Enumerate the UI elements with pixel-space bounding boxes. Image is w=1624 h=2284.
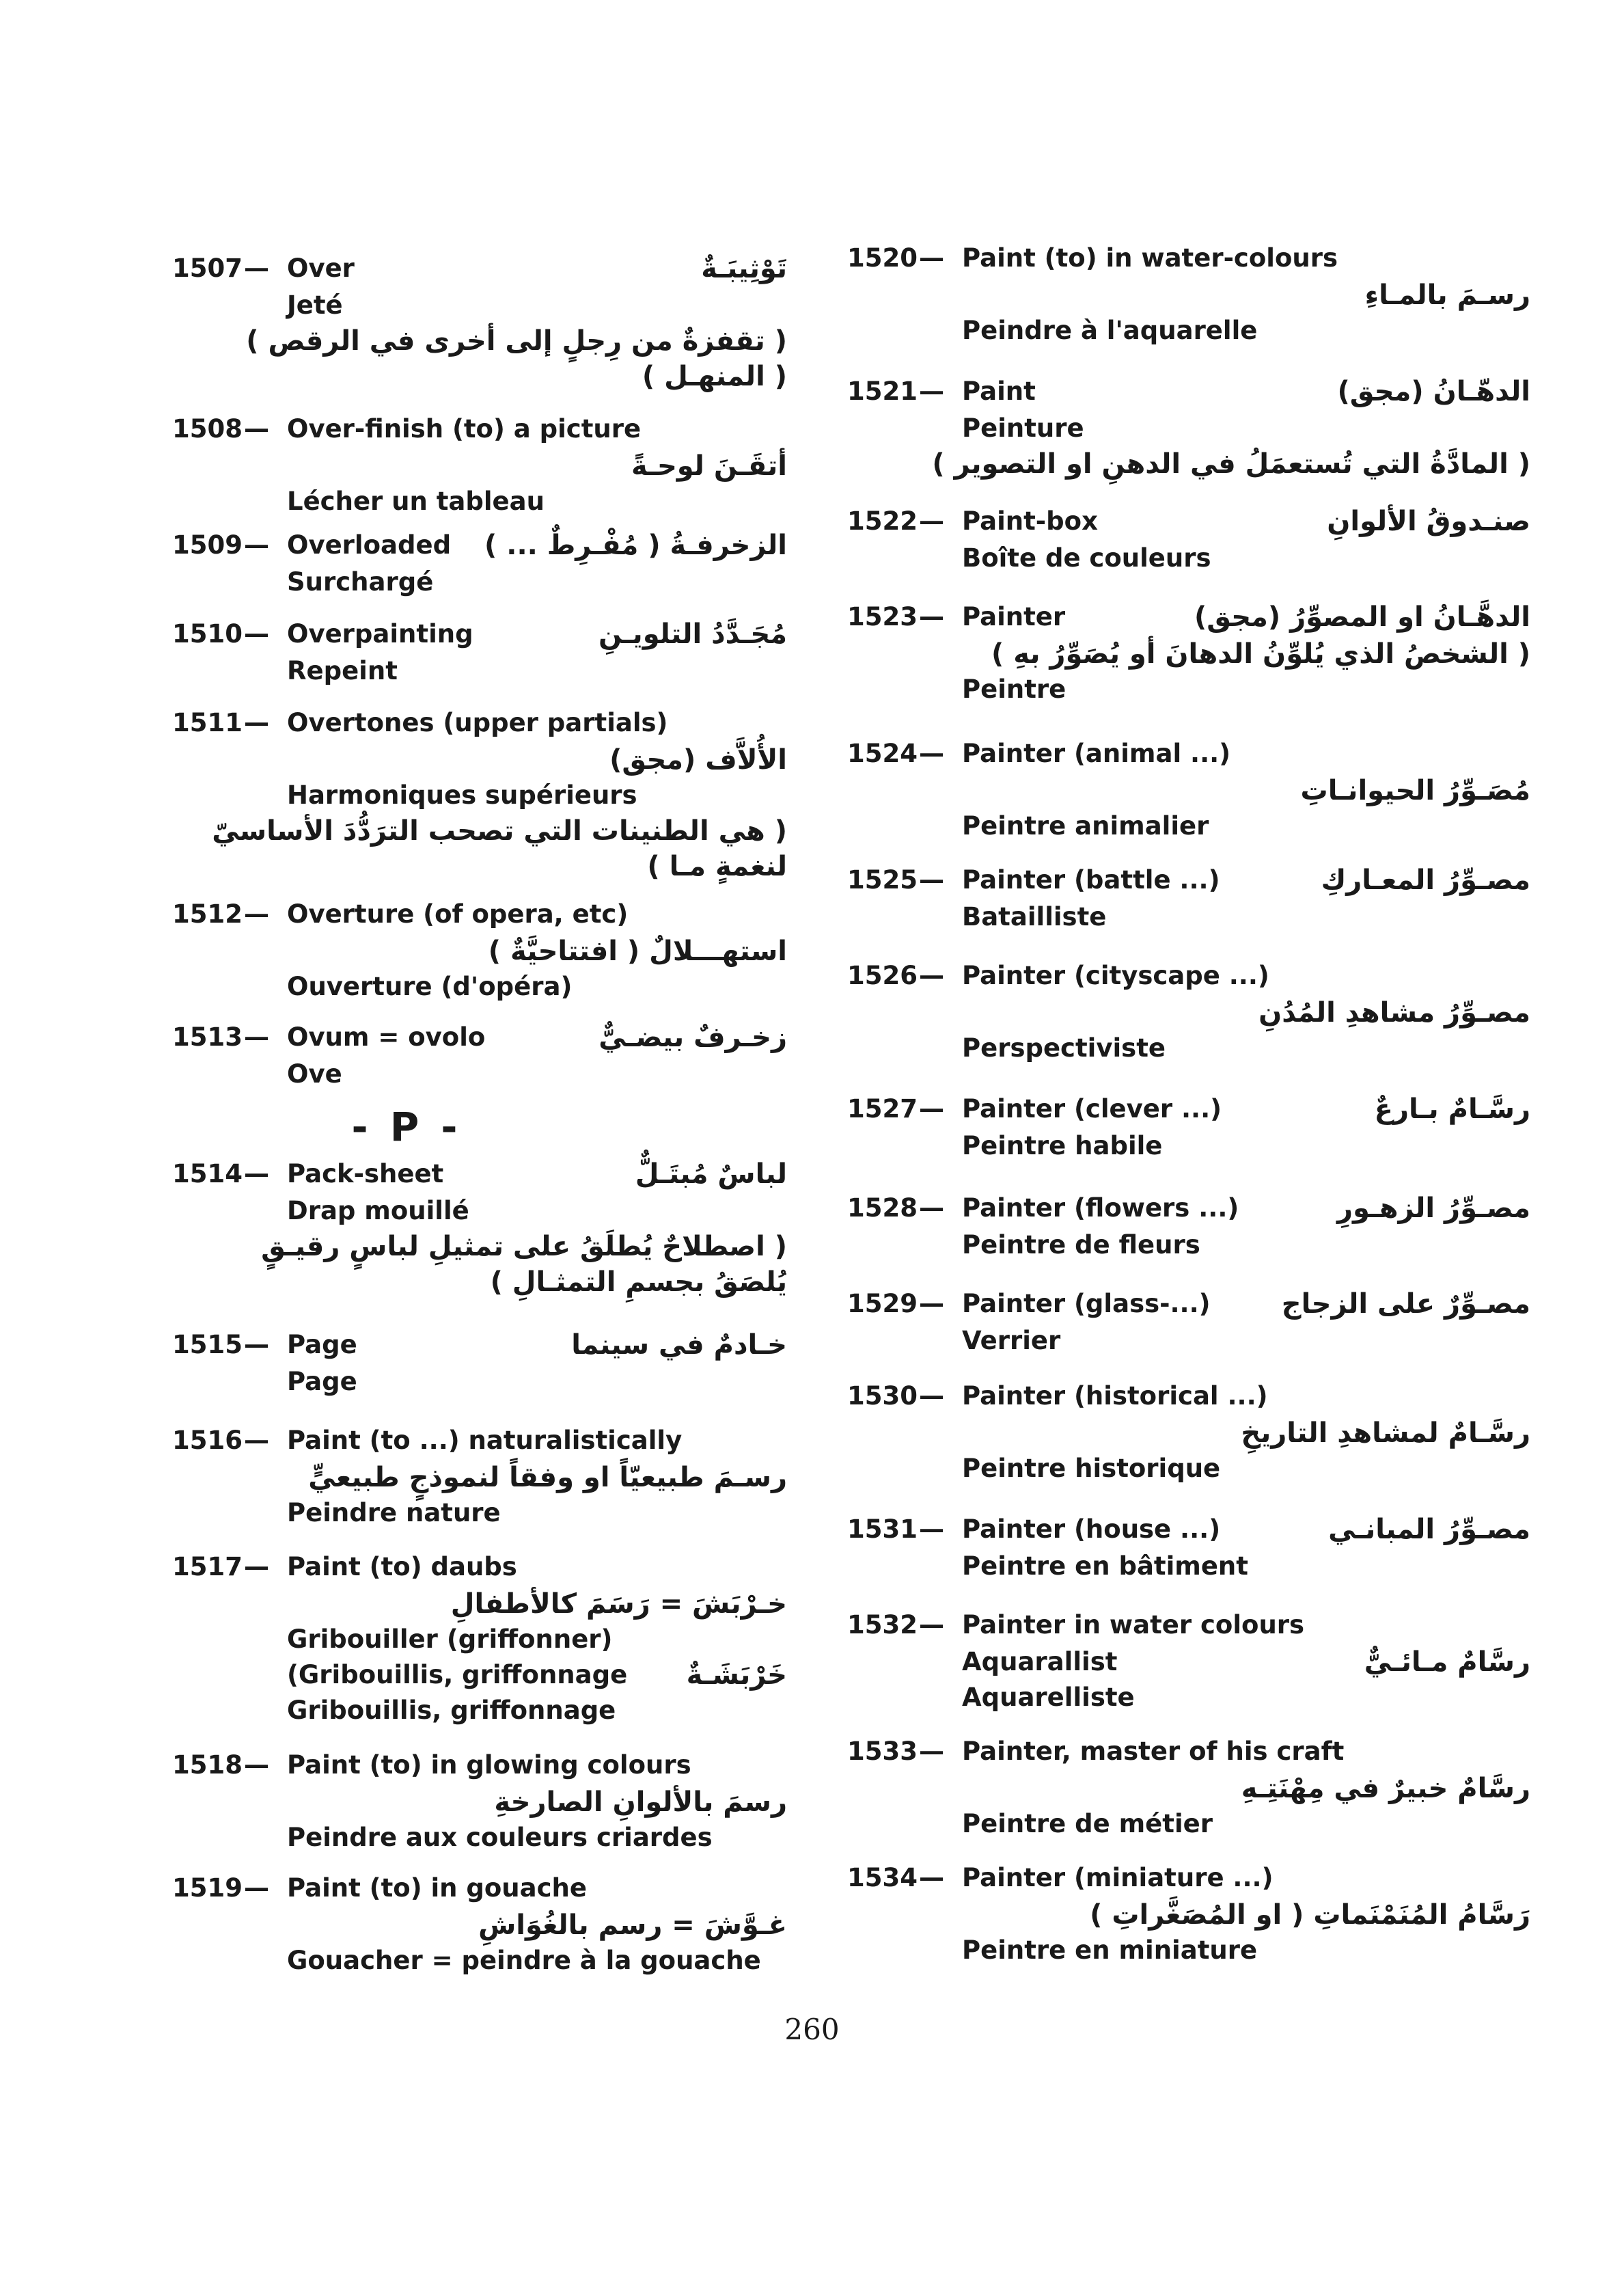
- french-term: Aquarelliste: [962, 1683, 1135, 1712]
- french-term: Peintre de fleurs: [962, 1230, 1200, 1260]
- english-term: Paint-box: [962, 506, 1098, 536]
- entry-heading: [172, 249, 787, 288]
- entry-number: 1509: [172, 530, 243, 560]
- entry-dash: —: [919, 865, 944, 895]
- entry-dash: —: [919, 961, 944, 990]
- english-term: Ovum = ovolo: [287, 1022, 486, 1052]
- entry-dash: —: [244, 1022, 269, 1052]
- entry-dash: —: [244, 1750, 269, 1780]
- entry-number: 1510: [172, 619, 243, 649]
- arabic-term: الدهَّـانُ او المصوِّرُ (مجق): [1194, 601, 1530, 633]
- entry-number: 1513: [172, 1022, 243, 1052]
- dictionary-entry: [172, 895, 787, 1005]
- entry-heading: [172, 410, 787, 448]
- arabic-definition: لنغمةٍ مـا ): [647, 851, 787, 882]
- dictionary-entry: [172, 1869, 787, 1979]
- arabic-definition: رسـمَ بالمـاءِ: [1364, 280, 1530, 311]
- entry-heading: [847, 957, 1530, 995]
- french-term: Repeint: [287, 656, 398, 685]
- entry-dash: —: [244, 708, 269, 737]
- arabic-term: زخـرفٌ بيضـيٌّ: [598, 1022, 787, 1053]
- entry-number: 1526: [847, 961, 918, 990]
- entry-heading: [847, 735, 1530, 773]
- english-term: Page: [287, 1330, 357, 1359]
- french-term: Harmoniques supérieurs: [287, 780, 637, 810]
- french-term: Jeté: [287, 290, 343, 320]
- mixed-line: [847, 1644, 1530, 1680]
- arabic-term: مصـوِّرُ المبانـي: [1328, 1514, 1530, 1545]
- arabic-term: رسَّـامٌ بـارعٌ: [1374, 1093, 1530, 1125]
- dictionary-entry: [172, 1746, 787, 1855]
- entry-dash: —: [919, 1193, 944, 1223]
- french-term: Perspectiviste: [962, 1033, 1166, 1063]
- english-term: Painter (glass-...): [962, 1289, 1211, 1318]
- entry-dash: —: [919, 377, 944, 406]
- dictionary-entry: [847, 957, 1530, 1066]
- arabic-term: رسَّامٌ مـائـيٌّ: [1364, 1646, 1530, 1678]
- entry-dash: —: [244, 619, 269, 649]
- arabic-definition: رسَّـامٌ لمشاهدِ التاريخِ: [1241, 1417, 1530, 1449]
- entry-number: 1532: [847, 1610, 918, 1640]
- french-term: Surchargé: [287, 567, 434, 597]
- dictionary-entry: [172, 1422, 787, 1531]
- entry-number: 1529: [847, 1289, 918, 1318]
- entry-dash: —: [919, 602, 944, 631]
- entry-number: 1515: [172, 1330, 243, 1359]
- arabic-term: الزخرفـةُ ( مُفْـرِطٌ ... ): [484, 530, 787, 561]
- english-term: Painter, master of his craft: [962, 1737, 1345, 1766]
- entry-dash: —: [244, 1426, 269, 1455]
- entry-dash: —: [244, 1330, 269, 1359]
- entry-dash: —: [244, 1873, 269, 1903]
- french-term: Peintre habile: [962, 1131, 1163, 1160]
- entry-number: 1527: [847, 1094, 918, 1124]
- english-term: Painter in water colours: [962, 1610, 1305, 1640]
- dictionary-entry: [847, 735, 1530, 844]
- french-term: Page: [287, 1367, 357, 1396]
- arabic-term: صنـدوقُ الألوانِ: [1327, 506, 1530, 537]
- entry-dash: —: [244, 1552, 269, 1581]
- arabic-definition: ( اصطلاحٌ يُطلَقُ على تمثيلِ لباسٍ رقيـقٍ: [261, 1231, 787, 1262]
- english-term: Over-finish (to) a picture: [287, 414, 642, 444]
- entry-heading: [847, 598, 1530, 636]
- dictionary-entry: [847, 1285, 1530, 1359]
- english-term: Overpainting: [287, 619, 473, 649]
- english-term: Painter (battle ...): [962, 865, 1220, 895]
- dictionary-entry: [172, 526, 787, 600]
- dictionary-entry: [172, 615, 787, 689]
- french-term: Peintre de métier: [962, 1809, 1213, 1838]
- entry-heading: [172, 895, 787, 934]
- arabic-definition: ( المادَّةُ التي تُستعمَلُ في الدهنِ او التصوير ): [932, 448, 1530, 480]
- french-term: Lécher un tableau: [287, 487, 545, 516]
- english-term: Paint (to) daubs: [287, 1552, 517, 1581]
- dictionary-entry: [847, 239, 1530, 349]
- entry-number: 1534: [847, 1863, 918, 1892]
- arabic-term: مصـوِّرُ المعـاركِ: [1321, 865, 1530, 896]
- english-term: Over: [287, 254, 355, 283]
- entry-heading: [847, 1285, 1530, 1323]
- entry-heading: [847, 1732, 1530, 1771]
- dictionary-entry: [172, 410, 787, 519]
- entry-number: 1507: [172, 254, 243, 283]
- arabic-definition: الأُلاَّف (مجق): [609, 744, 787, 776]
- entry-dash: —: [919, 1863, 944, 1892]
- french-term: Peinture: [962, 413, 1084, 443]
- entry-number: 1523: [847, 602, 918, 631]
- entry-heading: [847, 502, 1530, 541]
- arabic-definition: مصـوِّرُ مشاهدِ المُدُنِ: [1258, 997, 1530, 1029]
- dictionary-entry: [847, 1606, 1530, 1715]
- entry-dash: —: [919, 739, 944, 768]
- french-term: Gouacher = peindre à la gouache: [287, 1946, 761, 1975]
- arabic-definition: خـرْبَشَ = رَسَمَ كالأطفالِ: [450, 1588, 787, 1620]
- dictionary-entry: [847, 1189, 1530, 1263]
- english-term: Painter (flowers ...): [962, 1193, 1239, 1223]
- entry-heading: [847, 1606, 1530, 1644]
- entry-dash: —: [919, 1381, 944, 1411]
- entry-heading: [172, 1155, 787, 1193]
- entry-dash: —: [244, 1159, 269, 1188]
- entry-dash: —: [919, 1737, 944, 1766]
- arabic-definition: رسمَ بالألوانِ الصارخةِ: [494, 1786, 787, 1818]
- arabic-definition: غـوَّشَ = رسم بالغُوَاشِ: [478, 1909, 787, 1941]
- arabic-term: خَرْبَشَـةٌ: [686, 1659, 787, 1691]
- english-term: Painter (historical ...): [962, 1381, 1268, 1411]
- arabic-term: لباسٌ مُبتَـلٌّ: [635, 1158, 787, 1190]
- entry-heading: [847, 1090, 1530, 1128]
- dictionary-entry: [172, 249, 787, 394]
- arabic-definition: يُلصَقُ بجسمِ التمثـالِ ): [490, 1266, 787, 1298]
- dictionary-entry: [847, 372, 1530, 482]
- french-term: Drap mouillé: [287, 1196, 469, 1225]
- french-term: Gribouiller (griffonner): [287, 1624, 613, 1654]
- entry-heading: [172, 1869, 787, 1907]
- dictionary-entry: [847, 1090, 1530, 1164]
- english-term: Paint (to) in gouache: [287, 1873, 587, 1903]
- english-term: Painter (clever ...): [962, 1094, 1222, 1124]
- entry-number: 1525: [847, 865, 918, 895]
- french-term: (Gribouillis, griffonnage: [287, 1660, 628, 1689]
- english-term: Paint: [962, 377, 1036, 406]
- dictionary-entry: [847, 1510, 1530, 1584]
- arabic-term: تَوْثِيبَـةٌ: [701, 253, 787, 284]
- entry-number: 1517: [172, 1552, 243, 1581]
- french-term: Peintre en miniature: [962, 1935, 1258, 1965]
- entry-dash: —: [919, 506, 944, 536]
- entry-number: 1512: [172, 899, 243, 929]
- entry-heading: [847, 1510, 1530, 1549]
- arabic-definition: مُصَـوِّرُ الحيوانـاتِ: [1300, 775, 1530, 806]
- page-number: 260: [784, 2013, 840, 2046]
- entry-heading: [172, 1422, 787, 1460]
- entry-heading: [172, 1018, 787, 1057]
- dictionary-entry: [847, 598, 1530, 707]
- arabic-definition: رسَّامٌ خبيرٌ في مِهْنَتِـهِ: [1241, 1773, 1530, 1804]
- entry-dash: —: [919, 1514, 944, 1544]
- french-term: Aquarallist: [962, 1647, 1118, 1676]
- arabic-term: مصـوِّرٌ على الزجاج: [1281, 1288, 1530, 1320]
- french-term: Batailliste: [962, 902, 1107, 932]
- english-term: Painter (house ...): [962, 1514, 1221, 1544]
- english-term: Painter: [962, 602, 1066, 631]
- arabic-term: خـادمٌ في سينما: [571, 1329, 787, 1361]
- french-term: Boîte de couleurs: [962, 543, 1211, 573]
- entry-number: 1531: [847, 1514, 918, 1544]
- french-term: Peindre nature: [287, 1498, 501, 1527]
- entry-dash: —: [244, 530, 269, 560]
- entry-number: 1519: [172, 1873, 243, 1903]
- entry-number: 1522: [847, 506, 918, 536]
- entry-dash: —: [244, 899, 269, 929]
- dictionary-entry: [172, 1018, 787, 1092]
- dictionary-entry: [172, 1548, 787, 1728]
- entry-heading: [172, 704, 787, 742]
- arabic-definition: رَسَّامُ المُنَمْنَماتِ ( او المُصَغَّراتِ ): [1090, 1899, 1530, 1931]
- entry-number: 1516: [172, 1426, 243, 1455]
- entry-number: 1518: [172, 1750, 243, 1780]
- entry-number: 1524: [847, 739, 918, 768]
- entry-dash: —: [919, 243, 944, 273]
- french-term: Peintre historique: [962, 1454, 1221, 1483]
- english-term: Painter (miniature ...): [962, 1863, 1274, 1892]
- arabic-definition: ( هي الطنينات التي تصحب الترَدُّدَ الأساسيّ: [212, 815, 787, 847]
- entry-heading: [847, 1189, 1530, 1227]
- section-letter-heading: - P -: [351, 1104, 462, 1150]
- arabic-definition: ( تقفزةٌ من رِجلٍ إلى أخرى في الرقص ): [246, 325, 787, 357]
- english-term: Overloaded: [287, 530, 452, 560]
- arabic-definition: ( المنهـل ): [642, 361, 787, 392]
- entry-heading: [172, 1326, 787, 1364]
- entry-heading: [847, 861, 1530, 899]
- arabic-definition: استهـــلالٌ ( افتتاحيَّةٌ ): [488, 936, 787, 967]
- entry-dash: —: [919, 1289, 944, 1318]
- dictionary-entry: [847, 861, 1530, 935]
- entry-heading: [847, 1377, 1530, 1415]
- english-term: Overture (of opera, etc): [287, 899, 629, 929]
- entry-heading: [172, 526, 787, 565]
- entry-number: 1520: [847, 243, 918, 273]
- entry-heading: [172, 615, 787, 653]
- english-term: Overtones (upper partials): [287, 708, 668, 737]
- english-term: Painter (animal ...): [962, 739, 1231, 768]
- french-term: Peintre animalier: [962, 811, 1209, 841]
- dictionary-entry: [847, 1859, 1530, 1968]
- mixed-line: [172, 1657, 787, 1693]
- arabic-definition: أتقَـنَ لوحـةً: [631, 450, 787, 482]
- entry-heading: [847, 239, 1530, 277]
- english-term: Pack-sheet: [287, 1159, 444, 1188]
- english-term: Paint (to) in water-colours: [962, 243, 1338, 273]
- dictionary-entry: [172, 704, 787, 884]
- french-term: Peintre: [962, 675, 1066, 704]
- french-term: Ove: [287, 1059, 342, 1089]
- entry-heading: [172, 1746, 787, 1784]
- dictionary-entry: [172, 1326, 787, 1400]
- entry-number: 1528: [847, 1193, 918, 1223]
- french-term: Verrier: [962, 1326, 1061, 1355]
- entry-dash: —: [244, 414, 269, 444]
- french-term: Peintre en bâtiment: [962, 1551, 1248, 1581]
- entry-number: 1521: [847, 377, 918, 406]
- entry-dash: —: [244, 254, 269, 283]
- french-term: Peindre à l'aquarelle: [962, 316, 1258, 345]
- english-term: Paint (to ...) naturalistically: [287, 1426, 683, 1455]
- dictionary-entry: [847, 1732, 1530, 1842]
- english-term: Painter (cityscape ...): [962, 961, 1269, 990]
- entry-number: 1508: [172, 414, 243, 444]
- dictionary-entry: [847, 502, 1530, 576]
- arabic-term: الدهّـانُ (مجق): [1337, 376, 1530, 407]
- french-term: Peindre aux couleurs criardes: [287, 1823, 713, 1852]
- entry-dash: —: [919, 1610, 944, 1640]
- french-term: Ouverture (d'opéra): [287, 972, 573, 1001]
- french-term: Gribouillis, griffonnage: [287, 1696, 616, 1725]
- entry-heading: [847, 1859, 1530, 1897]
- arabic-term: مصـوِّرُ الزهـورِ: [1336, 1193, 1530, 1224]
- dictionary-entry: [847, 1377, 1530, 1486]
- english-term: Paint (to) in glowing colours: [287, 1750, 691, 1780]
- arabic-definition: رسـمَ طبيعيّاً او وفقاً لنموذجٍ طبيعيٍّ: [308, 1462, 787, 1493]
- entry-dash: —: [919, 1094, 944, 1124]
- arabic-term: مُجَـدَّدُ التلويـنِ: [598, 618, 787, 650]
- entry-heading: [172, 1548, 787, 1586]
- entry-number: 1511: [172, 708, 243, 737]
- entry-heading: [847, 372, 1530, 411]
- arabic-definition: ( الشخصُ الذي يُلوِّنُ الدهانَ أو يُصَوِّرُ بهِ ): [991, 638, 1530, 670]
- entry-number: 1533: [847, 1737, 918, 1766]
- entry-number: 1514: [172, 1159, 243, 1188]
- dictionary-entry: [172, 1155, 787, 1300]
- entry-number: 1530: [847, 1381, 918, 1411]
